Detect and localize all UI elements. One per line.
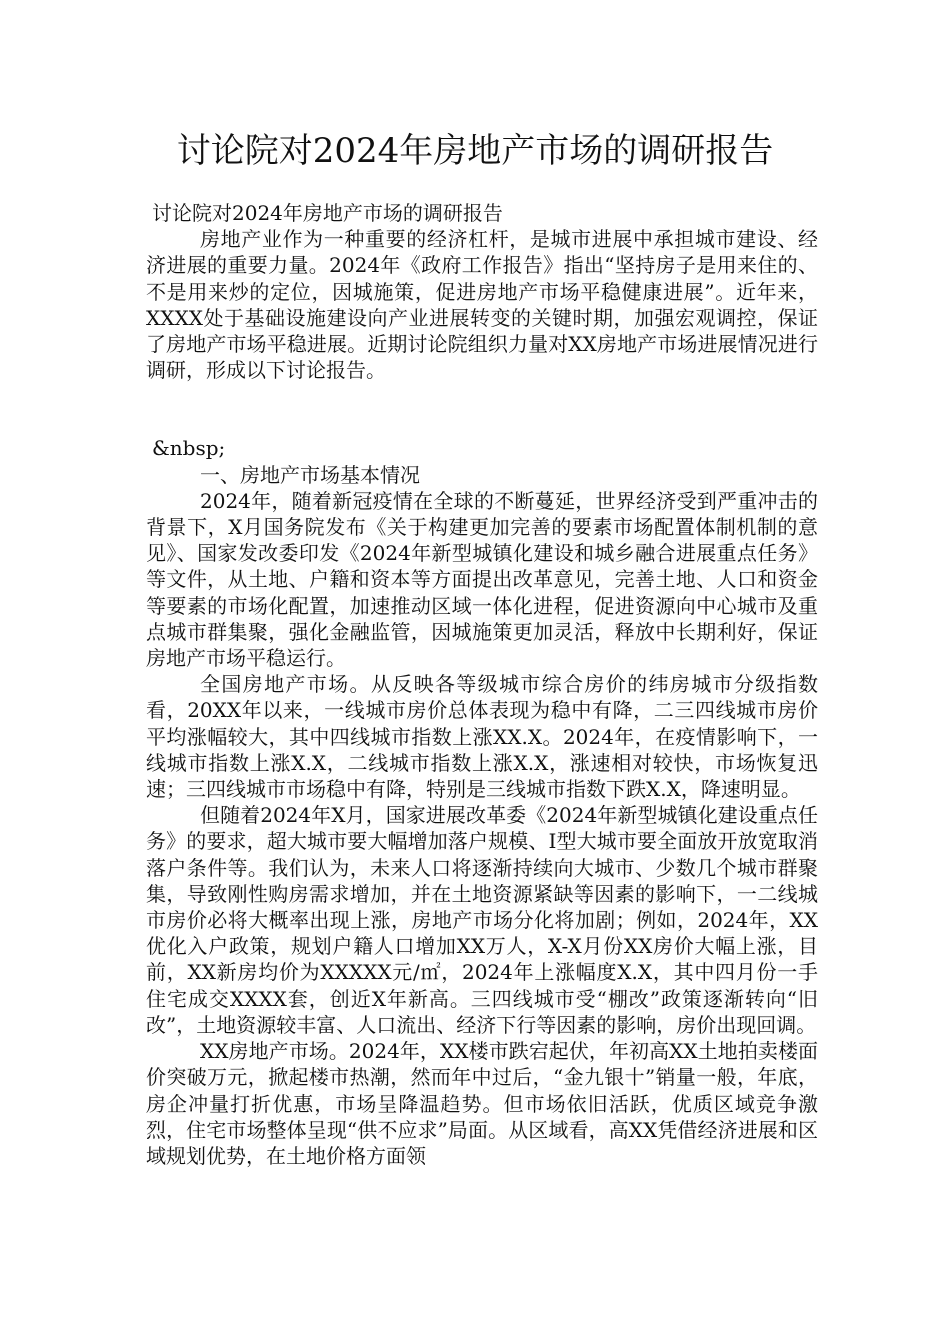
- paragraph: 2024年，随着新冠疫情在全球的不断蔓延，世界经济受到严重冲击的背景下，X月国务院发布《关于构建更加完善的要素市场配置体制机制的意见》、国家发改委印发《2024年新型城镇化建设和城乡融合进展重点任务》等文件，从土地、户籍和资本等方面提出改革意见，完善土地、人口和资金等要素的市场化配置，加速推动区域一体化进程，促进资源向中心城市及重点城市群集聚，强化金融监管，因城施策更加灵活，释放中长期利好，保证房地产市场平稳运行。: [146, 488, 818, 671]
- document-title: 讨论院对2024年房地产市场的调研报告: [176, 131, 774, 171]
- paragraph: XX房地产市场。2024年，XX楼市跌宕起伏，年初高XX土地拍卖楼面价突破万元，掀起楼市热潮，然而年中过后，“金九银十”销量一般，年底，房企冲量打折优惠，市场呈降温趋势。但市场依旧活跃，优质区域竞争激烈，住宅市场整体呈现“供不应求”局面。从区域看，高XX凭借经济进展和区域规划优势，在土地价格方面领: [146, 1039, 818, 1168]
- document-body: [146, 200, 818, 1169]
- paragraph: 但随着2024年X月，国家进展改革委《2024年新型城镇化建设重点任务》的要求，超大城市要大幅增加落户规模、Ⅰ型大城市要全面放开放宽取消落户条件等。我们认为，未来人口将逐渐持续向大城市、少数几个城市群聚集，导致刚性购房需求增加，并在土地资源紧缺等因素的影响下，一二线城市房价必将大概率出现上涨，房地产市场分化将加剧；例如，2024年，XX优化入户政策，规划户籍人口增加XX万人，X-X月份XX房价大幅上涨，目前，XX新房均价为XXXXX元/㎡，2024年上涨幅度X.X，其中四月份一手住宅成交XXXX套，创近X年新高。三四线城市受“棚改”政策逐渐转向“旧改”，土地资源较丰富、人口流出、经济下行等因素的影响，房价出现回调。: [146, 803, 818, 1037]
- document-subtitle: 讨论院对2024年房地产市场的调研报告: [152, 201, 503, 225]
- intro-paragraph: 房地产业作为一种重要的经济杠杆，是城市进展中承担城市建设、经济进展的重要力量。2024年《政府工作报告》指出“坚持房子是用来住的、不是用来炒的定位，因城施策，促进房地产市场平稳健康进展”。近年来，XXXX处于基础设施建设向产业进展转变的关键时期，加强宏观调控，保证了房地产市场平稳进展。近期讨论院组织力量对XX房地产市场进展情况进行调研，形成以下讨论报告。: [146, 227, 818, 383]
- section-heading: 一、房地产市场基本情况: [200, 462, 420, 487]
- nbsp-text: &nbsp;: [152, 436, 226, 461]
- paragraph: 全国房地产市场。从反映各等级城市综合房价的纬房城市分级指数看，20XX年以来，一线城市房价总体表现为稳中有降，二三四线城市房价平均涨幅较大，其中四线城市指数上涨XX.X。2024年，在疫情影响下，一线城市指数上涨X.X，二线城市指数上涨X.X，涨速相对较快，市场恢复迅速；三四线城市市场稳中有降，特别是三线城市指数下跌X.X，降速明显。: [146, 672, 818, 802]
